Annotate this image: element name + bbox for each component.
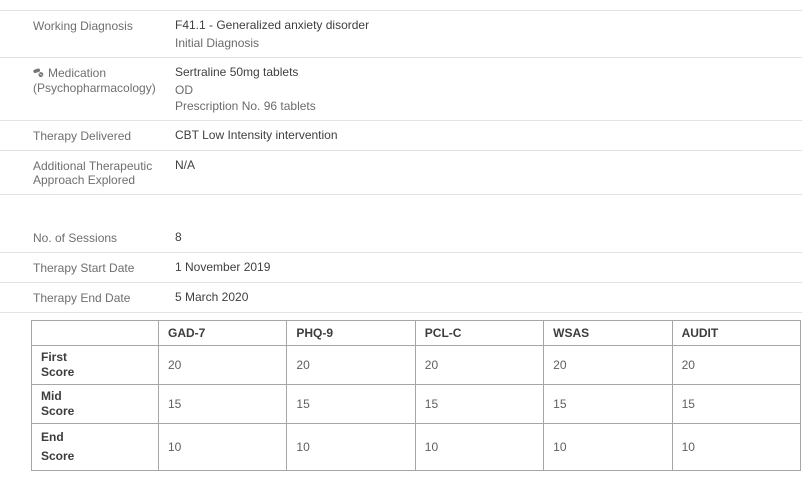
field-label-medication <box>33 65 175 95</box>
field-row-working-diagnosis <box>0 11 802 58</box>
end-score-pclc: 10 <box>415 424 543 471</box>
field-row-additional-approach <box>0 151 802 195</box>
diagnosis-code-text: F41.1 - Generalized anxiety disorder <box>175 18 370 32</box>
pills-icon <box>33 67 44 81</box>
column-header-gad7: GAD-7 <box>159 321 287 346</box>
field-label-sessions: No. of Sessions <box>33 231 118 245</box>
mid-score-wsas: 15 <box>544 385 672 424</box>
column-header-phq9: PHQ-9 <box>287 321 415 346</box>
field-label-additional-approach: Additional Therapeutic Approach Explored <box>33 159 153 187</box>
field-row-end-date <box>0 283 802 313</box>
first-score-phq9: 20 <box>287 346 415 385</box>
row-label-end-score: End Score <box>41 430 75 463</box>
field-value-medication <box>175 65 802 113</box>
end-score-audit: 10 <box>672 424 800 471</box>
row-label-first-score: First Score <box>41 350 75 379</box>
field-label-start-date: Therapy Start Date <box>33 261 135 275</box>
end-score-phq9: 10 <box>287 424 415 471</box>
mid-score-phq9: 15 <box>287 385 415 424</box>
table-row-mid-score <box>32 385 801 424</box>
scores-table <box>31 320 801 471</box>
field-row-therapy-delivered <box>0 121 802 151</box>
end-date-text: 5 March 2020 <box>175 290 249 304</box>
field-row-medication <box>0 58 802 121</box>
field-row-start-date <box>0 253 802 283</box>
scores-table-corner-cell <box>32 321 159 346</box>
diagnosis-type-text: Initial Diagnosis <box>175 36 260 50</box>
first-score-pclc: 20 <box>415 346 543 385</box>
clinical-record-page <box>0 10 808 489</box>
end-score-wsas: 10 <box>544 424 672 471</box>
additional-approach-text: N/A <box>175 158 196 172</box>
field-value-start-date <box>175 260 802 274</box>
field-value-additional-approach <box>175 158 802 172</box>
field-value-end-date <box>175 290 802 304</box>
first-score-gad7: 20 <box>159 346 287 385</box>
therapy-delivered-text: CBT Low Intensity intervention <box>175 128 338 142</box>
field-value-working-diagnosis <box>175 18 802 50</box>
medication-name-text: Sertraline 50mg tablets <box>175 65 299 79</box>
end-score-gad7: 10 <box>159 424 287 471</box>
medication-prescription-text: Prescription No. 96 tablets <box>175 99 316 113</box>
scores-table-header-row <box>32 321 801 346</box>
mid-score-audit: 15 <box>672 385 800 424</box>
medication-dose-text: OD <box>175 83 193 97</box>
table-row-end-score <box>32 424 801 471</box>
sessions-count-text: 8 <box>175 230 182 244</box>
column-header-audit: AUDIT <box>672 321 800 346</box>
field-label-working-diagnosis: Working Diagnosis <box>33 19 133 33</box>
row-label-mid-score: Mid Score <box>41 389 75 418</box>
first-score-audit: 20 <box>672 346 800 385</box>
mid-score-gad7: 15 <box>159 385 287 424</box>
start-date-text: 1 November 2019 <box>175 260 271 274</box>
field-row-sessions <box>0 223 802 253</box>
first-score-wsas: 20 <box>544 346 672 385</box>
column-header-wsas: WSAS <box>544 321 672 346</box>
field-label-therapy-delivered: Therapy Delivered <box>33 129 132 143</box>
table-row-first-score <box>32 346 801 385</box>
record-fields <box>0 10 802 313</box>
row-spacer <box>0 195 802 223</box>
field-label-end-date: Therapy End Date <box>33 291 131 305</box>
field-value-therapy-delivered <box>175 128 802 142</box>
column-header-pclc: PCL-C <box>415 321 543 346</box>
mid-score-pclc: 15 <box>415 385 543 424</box>
field-value-sessions <box>175 230 802 244</box>
field-label-medication-text: Medication (Psychopharmacology) <box>33 66 156 95</box>
